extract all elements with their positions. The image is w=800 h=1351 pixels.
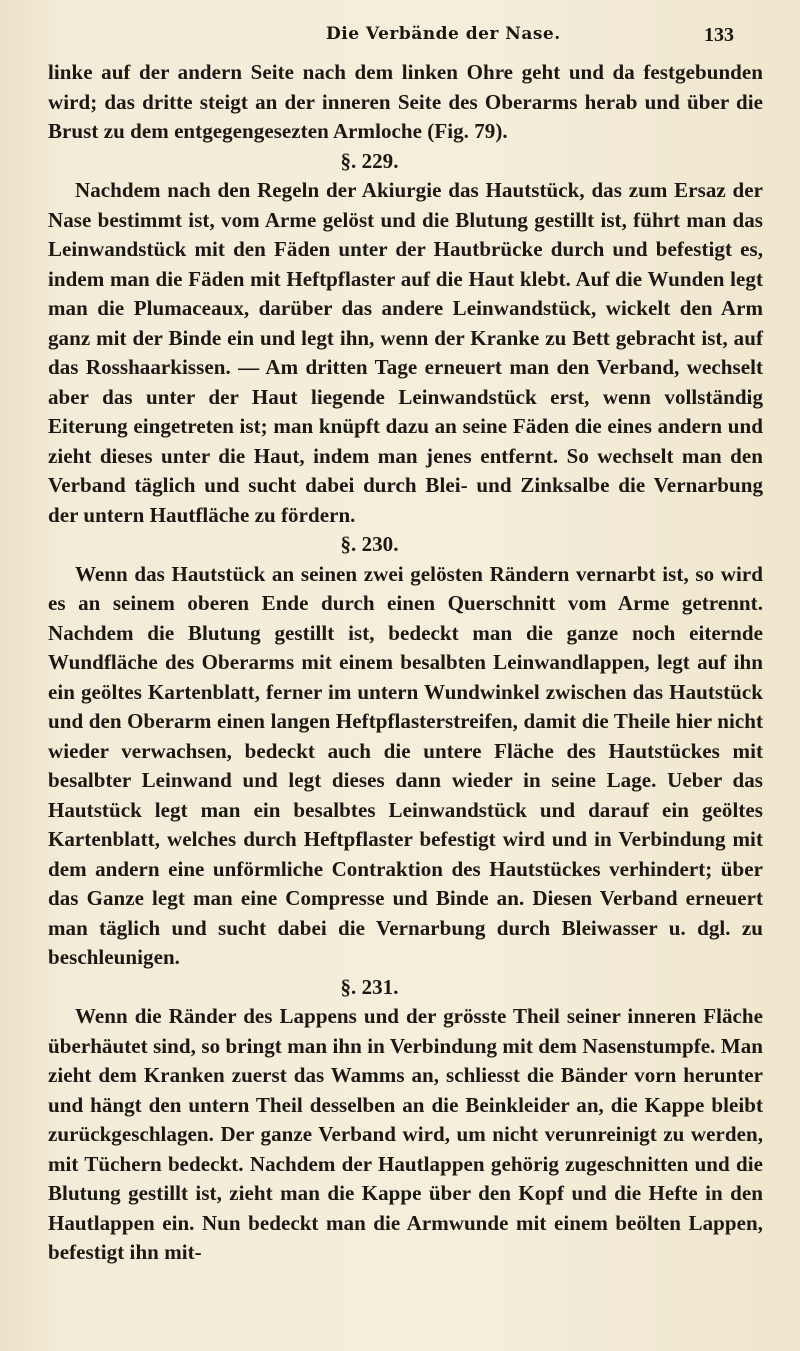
body-text: [48, 58, 763, 1268]
page-number: 133: [704, 24, 734, 46]
section-heading-231: §. 231.: [340, 974, 399, 999]
paragraph-229: Nachdem nach den Regeln der Akiurgie das Hautstück, das zum Ersaz der Nase bestimmt ist, vom Arme gelöst und die Blutung gestillt ist, führt man das Leinwandstück mit den Fäden unter der Hautbrücke durch und befestigt es, indem man die Fäden mit Heftpflaster auf die Haut klebt. Auf die Wunden legt man die Plumaceaux, darüber das andere Leinwandstück, wickelt den Arm ganz mit der Binde ein und legt ihn, wenn der Kranke zu Bett gebracht ist, auf das Rosshaarkissen. — Am dritten Tage erneuert man den Verband, wechselt aber das unter der Haut liegende Leinwandstück erst, wenn vollständig Eiterung eingetreten ist; man knüpft dazu an seine Fäden die eines andern und zieht dieses unter die Haut, indem man jenes entfernt. So wechselt man den Verband täglich und sucht dabei durch Blei- und Zinksalbe die Vernarbung der untern Hautfläche zu fördern.: [48, 178, 763, 527]
paragraph-intro: linke auf der andern Seite nach dem linken Ohre geht und da festgebunden wird; das dritte steigt an der inneren Seite des Oberarms herab und über die Brust zu dem entgegengesezten Armloche (Fig. 79).: [48, 60, 763, 143]
section-heading-229: §. 229.: [340, 148, 399, 173]
paragraph-230: Wenn das Hautstück an seinen zwei gelösten Rändern vernarbt ist, so wird es an seinem oberen Ende durch einen Querschnitt vom Arme getrennt. Nachdem die Blutung gestillt ist, bedeckt man die ganze noch eiternde Wundfläche des Oberarms mit einem besalbten Leinwandlappen, legt auf ihn ein geöltes Kartenblatt, ferner im untern Wundwinkel zwischen das Hautstück und den Oberarm einen langen Heftpflasterstreifen, damit die Theile hier nicht wieder verwachsen, bedeckt auch die untere Fläche des Hautstückes mit besalbter Leinwand und legt dieses dann wieder in seine Lage. Ueber das Hautstück legt man ein besalbtes Leinwandstück und darauf ein geöltes Kartenblatt, welches durch Heftpflaster befestigt wird und in Verbindung mit dem andern eine unförmliche Contraktion des Hautstückes verhindert; über das Ganze legt man eine Compresse und Binde an. Diesen Verband erneuert man täglich und sucht dabei die Vernarbung durch Bleiwasser u. dgl. zu beschleunigen.: [48, 561, 763, 969]
page-header: [0, 14, 800, 54]
running-head: Die Verbände der Nase.: [326, 24, 561, 44]
section-heading-230: §. 230.: [340, 532, 399, 556]
paragraph-231: Wenn die Ränder des Lappens und der grösste Theil seiner inneren Fläche überhäutet sind, so bringt man ihn in Verbindung mit dem Nasenstumpfe. Man zieht dem Kranken zuerst das Wamms an, schliesst die Bänder vorn herunter und hängt den untern Theil desselben an die Beinkleider an, die Kappe bleibt zurückgeschlagen. Der ganze Verband wird, um nicht verunreinigt zu werden, mit Tüchern bedeckt. Nachdem der Hautlappen gehörig zugeschnitten und die Blutung gestillt ist, zieht man die Kappe über den Kopf und die Hefte in den Hautlappen ein. Nun bedeckt man die Armwunde mit einem beölten Lappen, befestigt ihn mit-: [48, 1004, 763, 1264]
